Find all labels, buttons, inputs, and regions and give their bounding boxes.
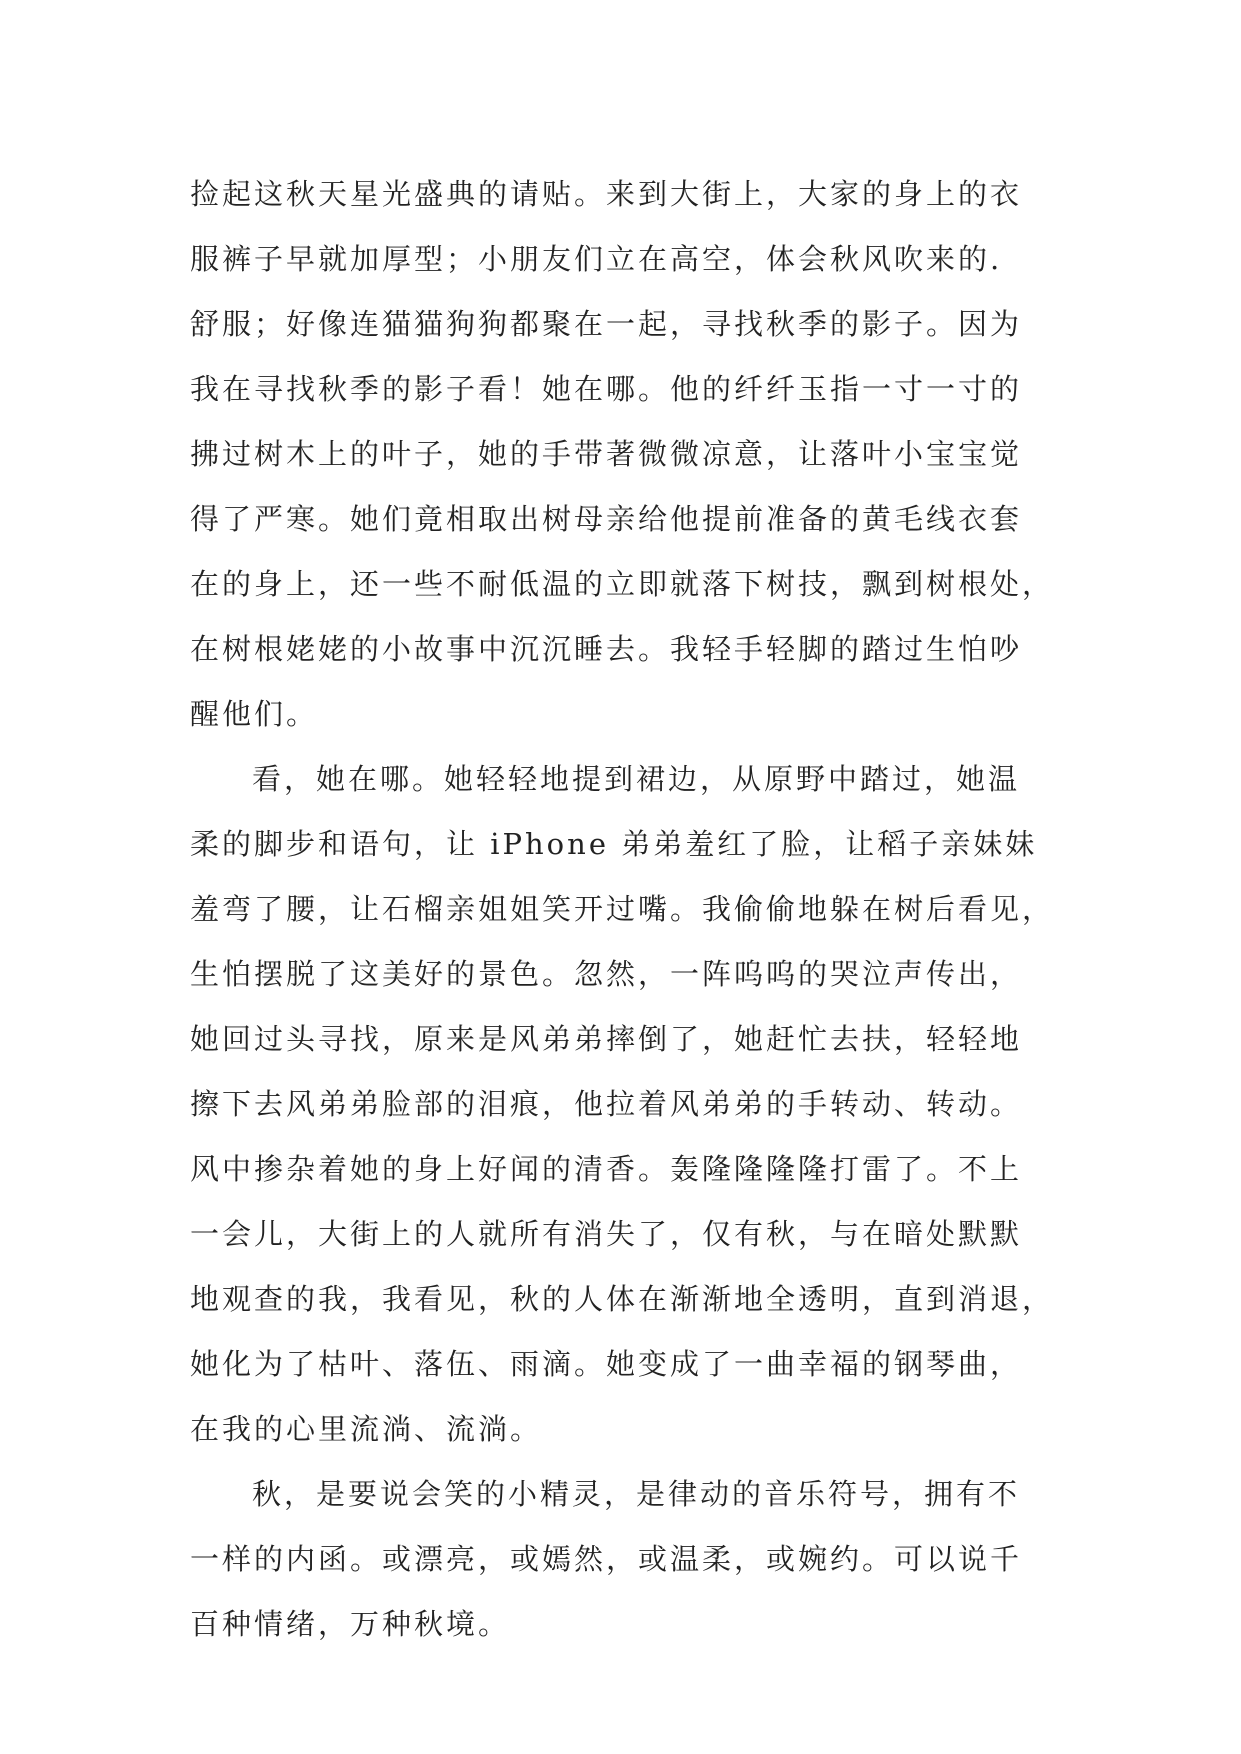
text-line: 在的身上，还一些不耐低温的立即就落下树技，飘到树根处， xyxy=(190,567,1055,601)
text-line: 拂过树木上的叶子，她的手带著微微凉意，让落叶小宝宝觉 xyxy=(190,437,1023,471)
text-line: 看，她在哪。她轻轻地提到裙边，从原野中踏过，她温 xyxy=(252,762,1021,796)
text-line: 她回过头寻找，原来是风弟弟摔倒了，她赶忙去扶，轻轻地 xyxy=(190,1022,1023,1056)
text-line: 一样的内函。或漂亮，或嫣然，或温柔，或婉约。可以说千 xyxy=(190,1542,1023,1576)
text-line: 她化为了枯叶、落伍、雨滴。她变成了一曲幸福的钢琴曲， xyxy=(190,1347,1023,1381)
text-line: 羞弯了腰，让石榴亲姐姐笑开过嘴。我偷偷地躲在树后看见， xyxy=(190,892,1055,926)
text-line: 柔的脚步和语句，让 iPhone 弟弟羞红了脸，让稻子亲妹妹 xyxy=(190,827,1038,861)
text-line: 秋，是要说会笑的小精灵，是律动的音乐符号，拥有不 xyxy=(252,1477,1021,1511)
text-line: 风中掺杂着她的身上好闻的清香。轰隆隆隆隆打雷了。不上 xyxy=(190,1152,1023,1186)
text-line: 地观查的我，我看见，秋的人体在渐渐地全透明，直到消退， xyxy=(190,1282,1055,1316)
text-line: 擦下去风弟弟脸部的泪痕，他拉着风弟弟的手转动、转动。 xyxy=(190,1087,1023,1121)
paragraph-2 xyxy=(190,747,1070,1462)
text-line: 舒服；好像连猫猫狗狗都聚在一起，寻找秋季的影子。因为 xyxy=(190,307,1023,341)
text-line: 捡起这秋天星光盛典的请贴。来到大街上，大家的身上的衣 xyxy=(190,177,1023,211)
paragraph-1 xyxy=(190,162,1070,747)
text-line: 在我的心里流淌、流淌。 xyxy=(190,1412,543,1446)
text-line: 醒他们。 xyxy=(190,697,319,731)
document-body xyxy=(190,162,1070,1657)
text-line: 百种情绪，万种秋境。 xyxy=(190,1607,511,1641)
text-line: 得了严寒。她们竟相取出树母亲给他提前准备的黄毛线衣套 xyxy=(190,502,1023,536)
text-line: 我在寻找秋季的影子看！她在哪。他的纤纤玉指一寸一寸的 xyxy=(190,372,1023,406)
paragraph-3 xyxy=(190,1462,1070,1657)
text-line: 服裤子早就加厚型；小朋友们立在高空，体会秋风吹来的. xyxy=(190,242,1003,276)
text-line: 在树根姥姥的小故事中沉沉睡去。我轻手轻脚的踏过生怕吵 xyxy=(190,632,1023,666)
text-line: 一会儿，大街上的人就所有消失了，仅有秋，与在暗处默默 xyxy=(190,1217,1023,1251)
text-line: 生怕摆脱了这美好的景色。忽然，一阵呜呜的哭泣声传出， xyxy=(190,957,1023,991)
